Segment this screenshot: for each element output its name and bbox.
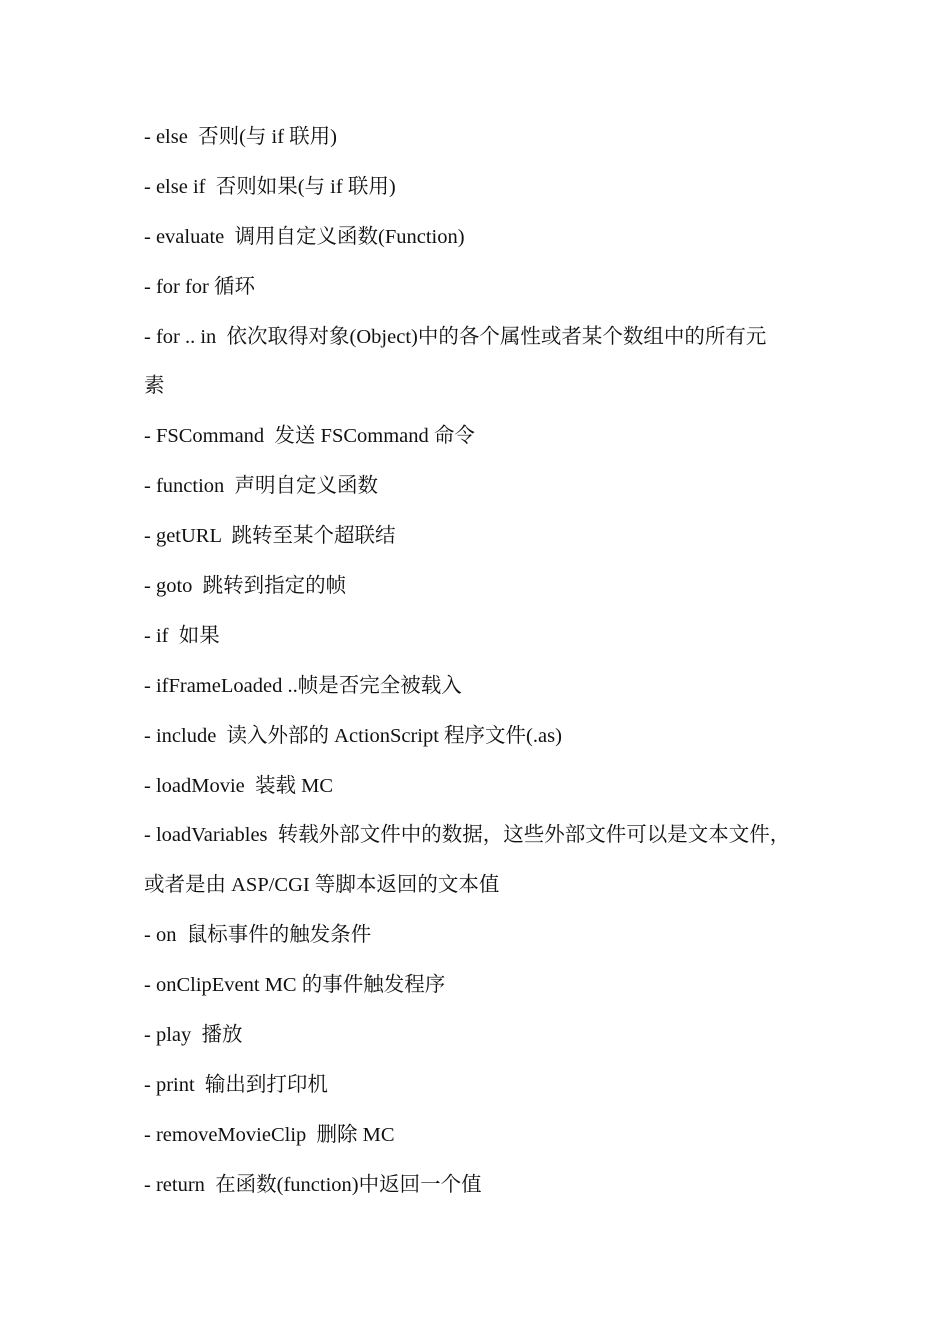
text-line: - FSCommand 发送 FSCommand 命令	[144, 425, 475, 448]
document-body	[144, 118, 814, 1216]
text-line: - for for 循环	[144, 275, 256, 298]
text-line: - for .. in 依次取得对象(Object)中的各个属性或者某个数组中的所有元	[144, 325, 767, 348]
text-line: - onClipEvent MC 的事件触发程序	[144, 974, 446, 997]
text-line: - evaluate 调用自定义函数(Function)	[144, 225, 465, 248]
text-line: - goto 跳转到指定的帧	[144, 575, 347, 598]
text-line: - loadVariables 转载外部文件中的数据，这些外部文件可以是文本文件，	[144, 824, 791, 847]
text-line: 或者是由 ASP/CGI 等脚本返回的文本值	[144, 874, 500, 897]
text-line: 素	[144, 375, 165, 398]
text-line: - else if 否则如果(与 if 联用)	[144, 175, 396, 198]
text-line: - on 鼠标事件的触发条件	[144, 924, 372, 947]
text-line: - ifFrameLoaded ..帧是否完全被载入	[144, 674, 462, 697]
text-line: - removeMovieClip 删除 MC	[144, 1123, 395, 1146]
text-line: - else 否则(与 if 联用)	[144, 126, 337, 148]
text-line: - getURL 跳转至某个超联结	[144, 525, 396, 548]
text-line: - print 输出到打印机	[144, 1073, 328, 1096]
text-line: - loadMovie 装载 MC	[144, 774, 334, 797]
text-line: - play 播放	[144, 1024, 243, 1047]
text-line: - return 在函数(function)中返回一个值	[144, 1173, 482, 1196]
text-line: - include 读入外部的 ActionScript 程序文件(.as)	[144, 724, 562, 747]
text-line: - if 如果	[144, 624, 220, 647]
text-line: - function 声明自定义函数	[144, 475, 379, 498]
